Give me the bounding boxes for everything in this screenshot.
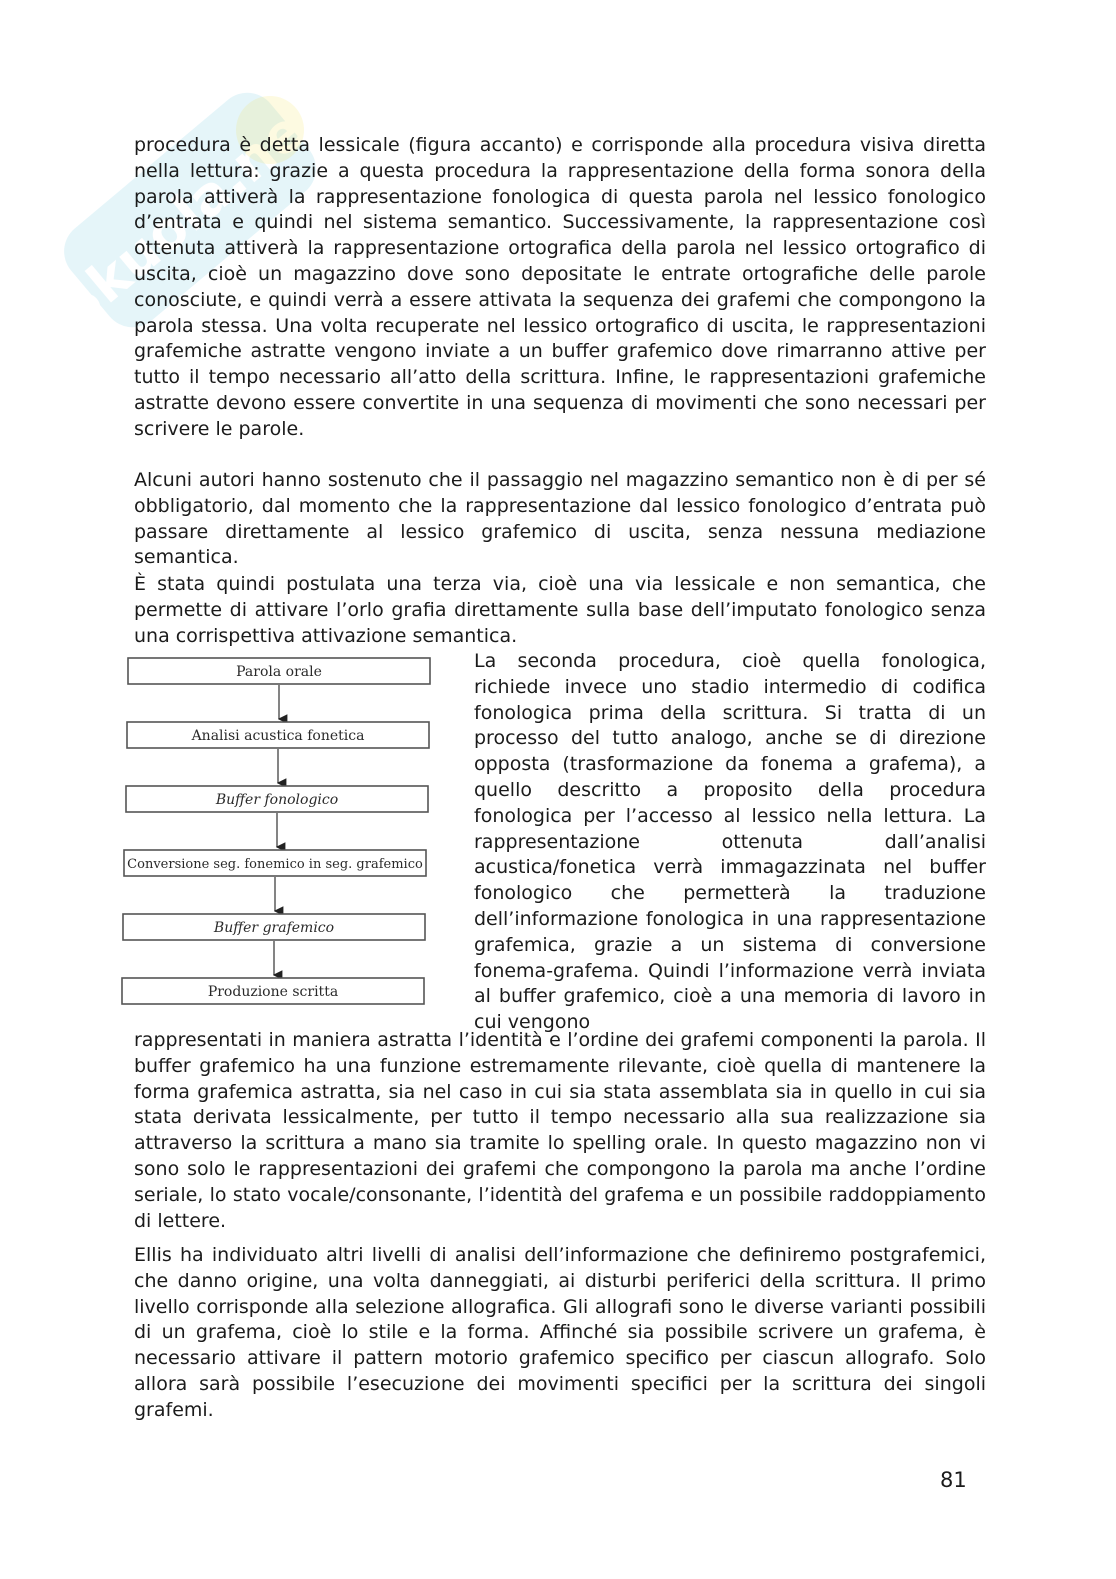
paragraph-phonological-procedure: La seconda procedura, cioè quella fonologica, richiede invece uno stadio intermedio di codifica fonologica prima della scrittura. Si tratta di un processo del tutto analogo, anche se di direzione opposta (trasformazione da fonema a grafema), a quello descritto a proposito della procedura fonologica per l’accesso al lessico nella lettura. La rappresentazione ottenuta dall’analisi acustica/fonetica verrà immagazzinata nel buffer fonologico che permetterà la traduzione dell’informazione fonologica in una rappresentazione grafemica, grazie a un sistema di conversione fonema-grafema. Quindi l’informazione verrà inviata al buffer grafemico, cioè a una memoria di lavoro in cui vengono xyxy=(474,650,986,1034)
svg-text:Buffer fonologico: Buffer fonologico xyxy=(215,792,339,808)
watermark-text: Skuola.net xyxy=(45,82,337,341)
diagram-box-buffer-grafemico xyxy=(123,914,425,940)
diagram-box-parola-orale xyxy=(128,658,430,684)
svg-text:Analisi acustica fonetica: Analisi acustica fonetica xyxy=(191,728,365,744)
page-number: 81 xyxy=(940,1468,967,1492)
svg-text:Produzione scritta: Produzione scritta xyxy=(207,984,339,1000)
paragraph-graphemic-buffer: rappresentati in maniera astratta l’identità e l’ordine dei grafemi componenti la parola. Il buffer grafemico ha una funzione estremamente rilevante, cioè quella di mantenere la forma grafemica astratta, sia nel caso in cui sia stata assemblata sia in quello in cui sia stata derivata lessicalmente, per tutto il tempo necessario alla sua realizzazione sia attraverso la scrittura a mano sia tramite lo spelling orale. In questo magazzino non vi sono solo le rappresentazioni dei grafemi che compongono la parola ma anche l’ordine seriale, lo stato vocale/consonante, l’identità del grafema e un possibile raddoppiamento di lettere. xyxy=(134,1029,986,1232)
svg-text:Parola orale: Parola orale xyxy=(236,664,322,680)
writing-process-diagram xyxy=(118,652,440,1028)
paragraph-lexical-procedure: procedura è detta lessicale (figura accanto) e corrisponde alla procedura visiva diretta nella lettura: grazie a questa procedura la rappresentazione della forma sonora della parola attiverà la rappresentazione fonologica di questa parola nel lessico fonologico d’entrata e quindi nel sistema semantico. Successivamente, la rappresentazione così ottenuta attiverà la rappresentazione ortografica della parola nel lessico ortografico di uscita, cioè un magazzino dove sono depositate le entrate ortografiche delle parole conosciute, e quindi verrà a essere attivata la sequenza dei grafemi che compongono la parola stessa. Una volta recuperate nel lessico ortografico di uscita, le rappresentazioni grafemiche astratte vengono inviate a un buffer grafemico dove rimarranno attive per tutto il tempo necessario all’atto della scrittura. Infine, le rappresentazioni grafemiche astratte devono essere convertite in una sequenza di movimenti che sono necessari per scrivere le parole. xyxy=(134,134,986,440)
diagram-box-produzione-scritta xyxy=(122,978,424,1004)
paragraph-postgraphemic-levels: Ellis ha individuato altri livelli di analisi dell’informazione che definiremo postgrafemici, che danno origine, una volta danneggiati, ai disturbi periferici della scrittura. Il primo livello corrisponde alla selezione allografica. Gli allografi sono le diverse varianti possibili di un grafema, cioè lo stile e la forma. Affinché sia possibile scrivere un grafema, è necessario attivare il pattern motorio grafemico specifico per ciascun allografo. Solo allora sarà possibile l’esecuzione dei movimenti specifici per la scrittura dei singoli grafemi. xyxy=(134,1244,986,1421)
diagram-box-conversione xyxy=(124,850,426,876)
paragraph-third-route: È stata quindi postulata una terza via, cioè una via lessicale e non semantica, che permette di attivare l’orlo grafia direttamente sulla base dell’imputato fonologico senza una corrispettiva attivazione semantica. xyxy=(134,573,986,647)
diagram-box-analisi-acustica xyxy=(127,722,429,748)
svg-text:Conversione seg. fonemico in s: Conversione seg. fonemico in seg. grafemico xyxy=(127,857,423,872)
svg-text:Buffer grafemico: Buffer grafemico xyxy=(213,920,335,936)
diagram-box-buffer-fonologico xyxy=(126,786,428,812)
paragraph-semantic-passage: Alcuni autori hanno sostenuto che il passaggio nel magazzino semantico non è di per sé obbligatorio, dal momento che la rappresentazione dal lessico fonologico d’entrata può passare direttamente al lessico grafemico di uscita, senza nessuna mediazione semantica. xyxy=(134,469,986,569)
